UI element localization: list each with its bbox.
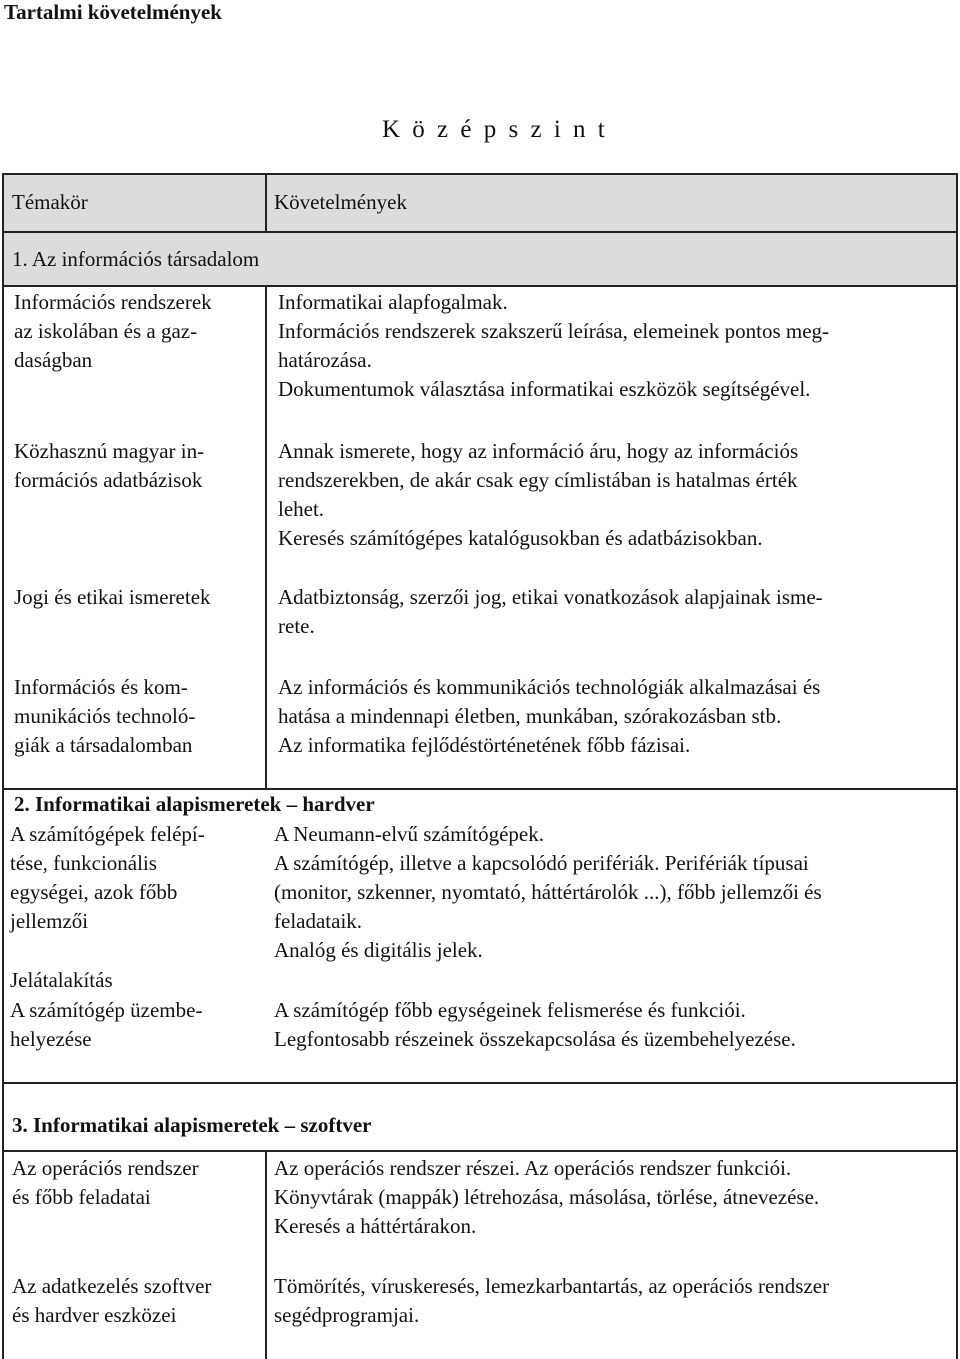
- page-title: Tartalmi követelmények: [4, 0, 222, 24]
- requirement-cell: A Neumann-elvű számítógépek. A számítógép, illetve a kapcsolódó perifériák. Perifériák típusai (monitor, szkenner, nyomtató, háttértárolók ...), főbb jellemzői és feladataik. Analóg és digitális jelek.: [274, 822, 822, 962]
- topic-cell: Információs és kom- munikációs technoló- giák a társadalomban: [14, 675, 196, 757]
- table-column-divider: [265, 1150, 267, 1359]
- requirement-cell: Az információs és kommunikációs technológiák alkalmazásai és hatása a mindennapi életben, munkában, szórakozásban stb. Az informatika fejlődéstörténetének főbb fázisai.: [278, 675, 821, 757]
- section-heading: 1. Az információs társadalom: [12, 247, 260, 271]
- table-border: [4, 231, 958, 233]
- topic-cell: Jogi és etikai ismeretek: [14, 585, 211, 609]
- requirement-cell: A számítógép főbb egységeinek felismerése és funkciói. Legfontosabb részeinek összekapcsolása és üzembehelyezése.: [274, 998, 796, 1051]
- header-topic: Témakör: [12, 190, 88, 214]
- topic-cell: A számítógép üzembe- helyezése: [10, 998, 203, 1051]
- header-row-bg: [4, 175, 956, 231]
- table-border: [4, 788, 958, 790]
- table-border: [4, 1082, 958, 1084]
- table-column-divider: [265, 173, 267, 233]
- requirement-cell: Annak ismerete, hogy az információ áru, hogy az információs rendszerekben, de akár csak egy címlistában is hatalmas érték lehet. Keresés számítógépes katalógusokban és adatbázisokban.: [278, 439, 799, 550]
- requirement-cell: Tömörítés, víruskeresés, lemezkarbantartás, az operációs rendszer segédprogramjai.: [274, 1274, 830, 1327]
- table-border: [4, 1150, 958, 1152]
- table-border: [4, 285, 958, 287]
- requirement-cell: Informatikai alapfogalmak. Információs rendszerek szakszerű leírása, elemeinek pontos meg- határozása. Dokumentumok választása informatikai eszközök segítségével.: [278, 290, 830, 401]
- topic-cell: Közhasznú magyar in- formációs adatbázisok: [14, 439, 205, 492]
- table-border-left: [2, 173, 4, 1359]
- topic-cell: Az operációs rendszer és főbb feladatai: [12, 1156, 199, 1209]
- table-border-right: [956, 173, 958, 1359]
- table-column-divider: [265, 285, 267, 788]
- section-heading: 3. Informatikai alapismeretek – szoftver: [12, 1113, 372, 1137]
- topic-cell: Jelátalakítás: [10, 968, 113, 992]
- section-heading: 2. Informatikai alapismeretek – hardver: [14, 792, 375, 816]
- requirement-cell: Adatbiztonság, szerzői jog, etikai vonatkozások alapjainak isme- rete.: [278, 585, 823, 638]
- topic-cell: A számítógépek felépí- tése, funkcionális egységei, azok főbb jellemzői: [10, 822, 205, 933]
- level-heading: K ö z é p s z i n t: [382, 116, 608, 143]
- header-requirements: Követelmények: [274, 190, 407, 214]
- topic-cell: Információs rendszerek az iskolában és a gaz- daságban: [14, 290, 212, 372]
- topic-cell: Az adatkezelés szoftver és hardver eszközei: [12, 1274, 212, 1327]
- requirement-cell: Az operációs rendszer részei. Az operációs rendszer funkciói. Könyvtárak (mappák) létrehozása, másolása, törlése, átnevezése. Keresés a háttértárakon.: [274, 1156, 820, 1238]
- table-border-top: [4, 173, 958, 175]
